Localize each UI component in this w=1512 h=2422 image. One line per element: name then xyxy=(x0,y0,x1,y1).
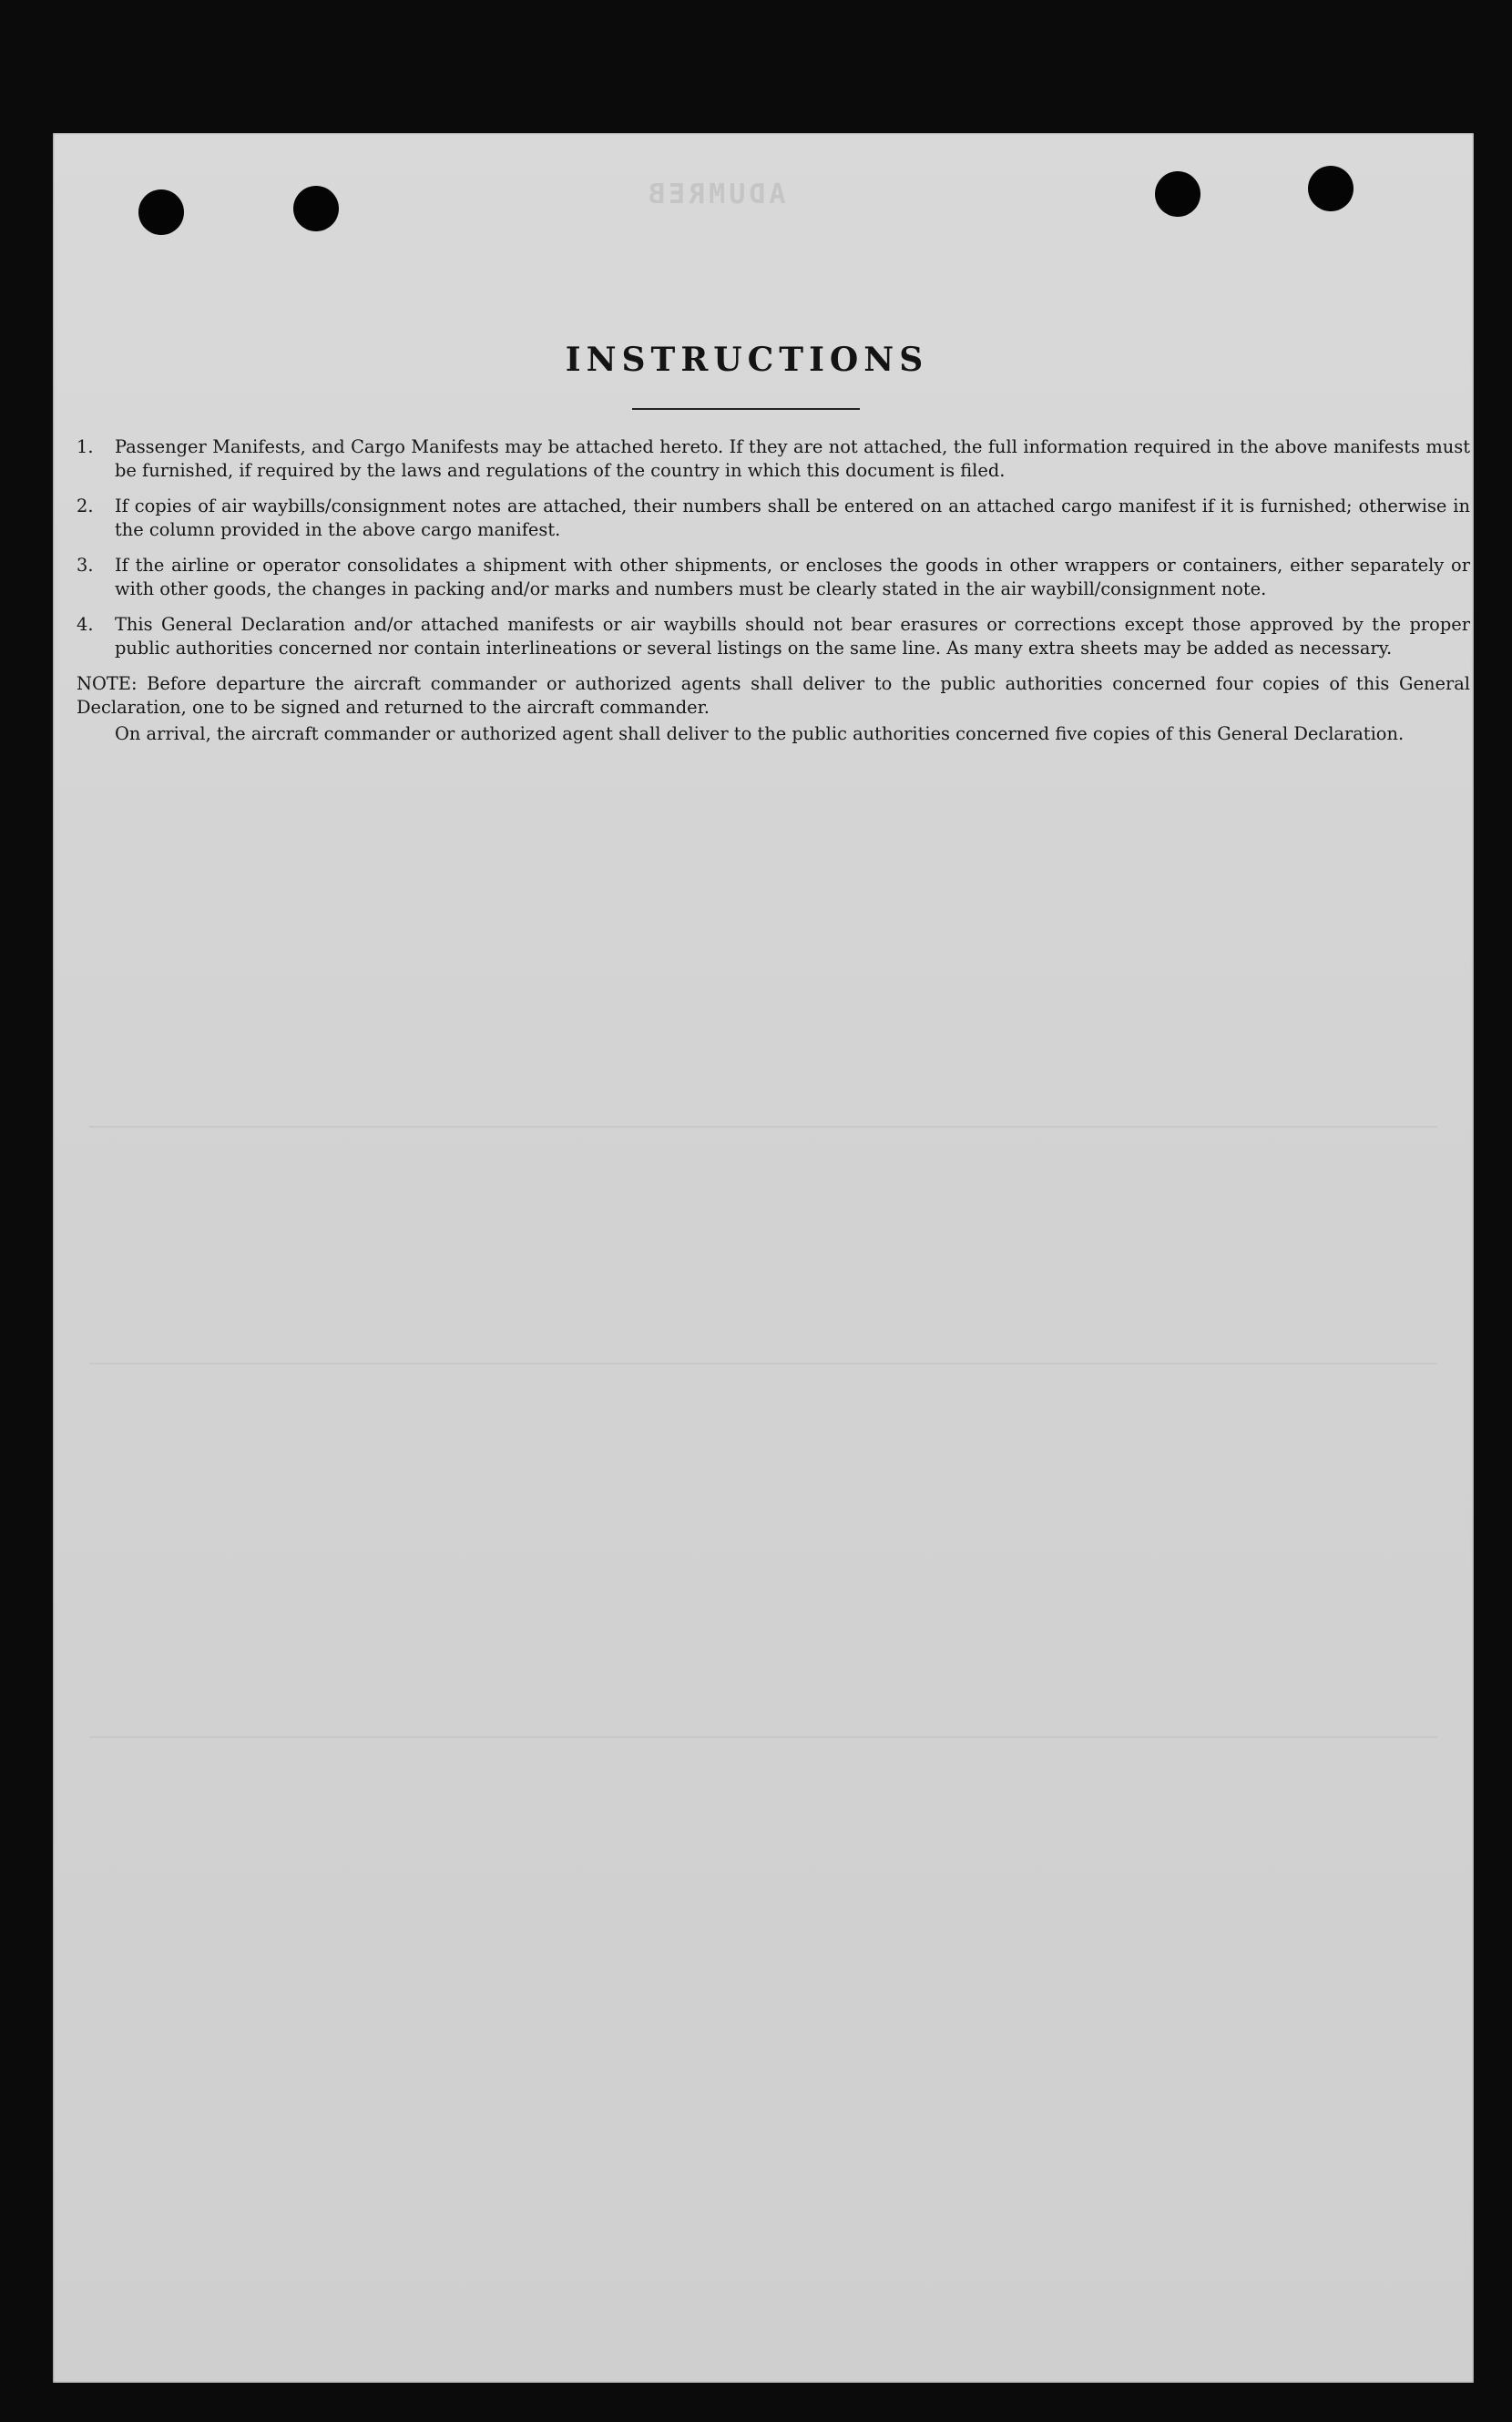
instruction-item-1 xyxy=(77,435,1470,482)
instructions-body xyxy=(77,435,1470,746)
punch-hole-left-1 xyxy=(138,189,184,235)
note-departure-wrapper xyxy=(77,672,1470,719)
bleed-through-line xyxy=(89,1736,1437,1738)
bleed-through-line xyxy=(89,1363,1437,1364)
note-departure xyxy=(77,672,1470,719)
punch-hole-right-2 xyxy=(1308,166,1354,211)
instruction-number: 1. xyxy=(77,436,94,457)
bleed-through-heading: ADUMREB xyxy=(645,179,786,210)
punch-hole-left-2 xyxy=(293,186,339,231)
instruction-text: This General Declaration and/or attached manifests or air waybills should not bear erasures or corrections except those approved by the proper public authorities concerned nor contain interlineations or several listings on the same line. As many extra sheets may be added as necessary. xyxy=(115,614,1470,659)
instruction-item-3 xyxy=(77,554,1470,600)
instruction-text: Passenger Manifests, and Cargo Manifests may be attached hereto. If they are not attached, the full information required in the above manifests must be furnished, if required by the laws and regulations of the country in which this document is filed. xyxy=(115,436,1470,481)
punch-hole-right-1 xyxy=(1155,171,1200,217)
note-label: NOTE: xyxy=(77,673,138,694)
heading-rule xyxy=(632,408,860,410)
document-page xyxy=(53,133,1474,2383)
instruction-item-4 xyxy=(77,613,1470,659)
instruction-number: 4. xyxy=(77,614,94,635)
instructions-heading: INSTRUCTIONS xyxy=(565,341,929,379)
note-departure-text: Before departure the aircraft commander or authorized agents shall deliver to the public authorities concerned four copies of this General Declaration, one to be signed and returned to the aircraft commander. xyxy=(77,673,1470,718)
instruction-number: 3. xyxy=(77,555,94,576)
instruction-number: 2. xyxy=(77,496,94,516)
instruction-text: If copies of air waybills/consignment notes are attached, their numbers shall be entered on an attached cargo manifest if it is furnished; otherwise in the column provided in the above cargo manifest. xyxy=(115,496,1470,540)
instruction-text: If the airline or operator consolidates a shipment with other shipments, or encloses the goods in other wrappers or containers, either separately or with other goods, the changes in packing and/or marks and numbers must be clearly stated in the air waybill/consignment note. xyxy=(115,555,1470,599)
note-arrival-text: On arrival, the aircraft commander or authorized agent shall deliver to the public authorities concerned five copies of this General Declaration. xyxy=(115,723,1405,744)
bleed-through-line xyxy=(89,1126,1437,1128)
instruction-item-2 xyxy=(77,495,1470,541)
